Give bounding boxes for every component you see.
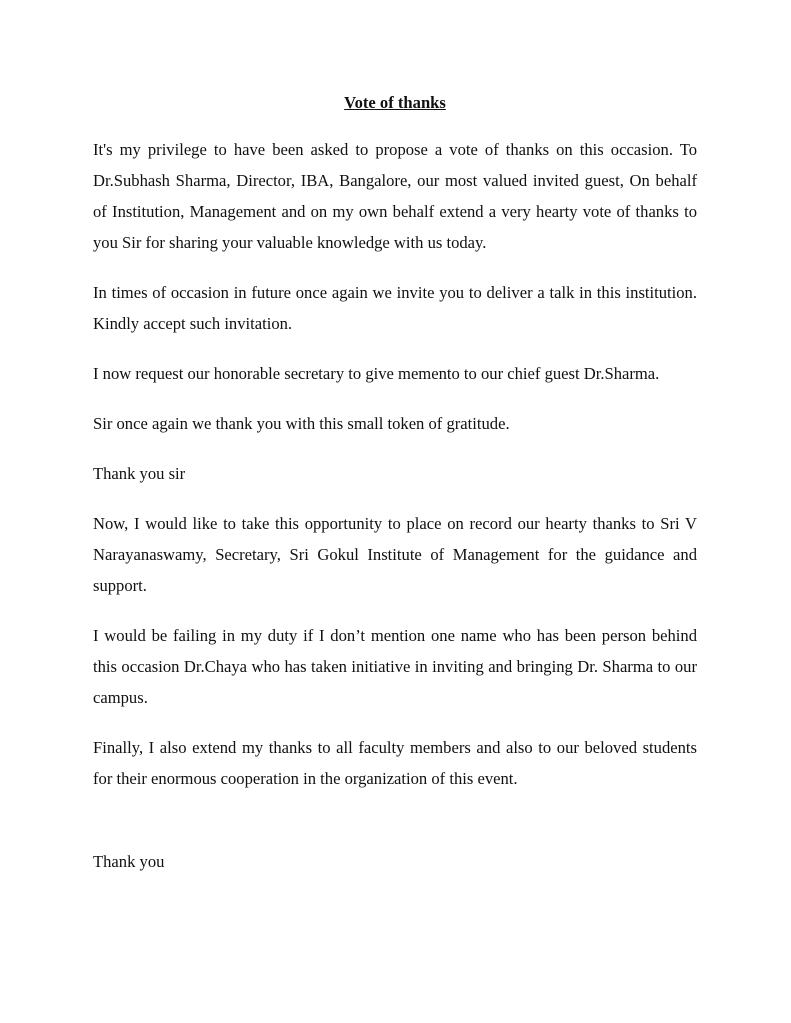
paragraph-secretary-thanks: Now, I would like to take this opportunity to place on record our hearty thanks to Sri V Narayanaswamy, Secretary, Sri Gokul Institute of Management for the guidance and support. bbox=[93, 514, 702, 595]
document-title: Vote of thanks bbox=[344, 93, 446, 112]
paragraph-faculty-students-thanks: Finally, I also extend my thanks to all faculty members and also to our beloved students for their enormous cooperation in the organization of this event. bbox=[93, 738, 702, 788]
document-page bbox=[93, 90, 706, 896]
paragraph-gratitude: Sir once again we thank you with this small token of gratitude. bbox=[93, 414, 510, 433]
paragraph-organizer-thanks: I would be failing in my duty if I don’t mention one name who has been person behind this occasion Dr.Chaya who has taken initiative in inviting and bringing Dr. Sharma to our campus. bbox=[93, 626, 702, 707]
paragraph-thank-you-sir: Thank you sir bbox=[93, 464, 186, 483]
paragraph-invitation: In times of occasion in future once again we invite you to deliver a talk in this institution. Kindly accept such invitation. bbox=[93, 283, 706, 333]
closing-line: Thank you bbox=[93, 852, 165, 871]
paragraph-memento: I now request our honorable secretary to give memento to our chief guest Dr.Sharma. bbox=[93, 364, 660, 383]
paragraph-opening: It's my privilege to have been asked to propose a vote of thanks on this occasion. To Dr.Subhash Sharma, Director, IBA, Bangalore, our most valued invited guest, On behalf of Institution, Management and on my own behalf extend a very hearty vote of thanks to you Sir for sharing your valuable knowledge with us today. bbox=[93, 140, 702, 252]
